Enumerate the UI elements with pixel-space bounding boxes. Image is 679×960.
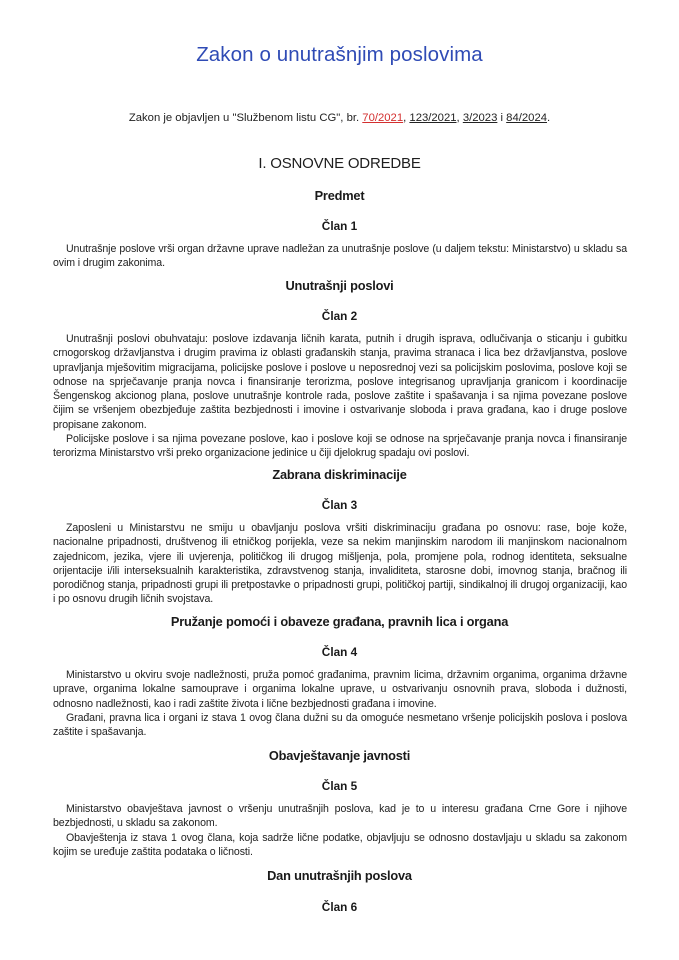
gazette-link-70-2021[interactable]: 70/2021	[362, 112, 404, 124]
paragraph: Ministarstvo obavještava javnost o vršenju unutrašnjih poslova, kad je to u interesu građana Crne Gore i njihove bezbjednosti, u skladu sa zakonom.	[53, 803, 627, 830]
article-heading: Član 5	[321, 779, 358, 793]
gazette-link-3-2023[interactable]: 3/2023	[462, 112, 498, 124]
paragraph: Zaposleni u Ministarstvu ne smiju u obavljanju poslova vršiti diskriminaciju građana po osnovu: rase, boje kože, nacionalne pripadnosti, društvenog ili etničkog porijekla, veze sa nekim manjinskim narodom ili manjinskom nacionalnom zajednicom, jezika, vjere ili uvjerenja, političkog ili drugog mišljenja, pola, promjene pola, rodnog identiteta, seksualne orijentacije i/ili interseksualnih karakteristika, zdravstvenog stanja, invaliditeta, starosne dobi, imovnog stanja, bračnog ili porodičnog stanja, pripadnosti grupi ili pretpostavke o pripadnosti grupi, političkoj partiji, sindikalnoj ili drugoj organizaciji, kao i po osnovu drugih ličnih svojstava.	[53, 522, 627, 606]
section-heading: Obavještavanje javnosti	[268, 748, 411, 763]
gazette-link-123-2021[interactable]: 123/2021	[409, 112, 457, 124]
article-heading: Član 3	[321, 498, 358, 512]
paragraph: Obavještenja iz stava 1 ovog člana, koja sadrže lične podatke, objavljuju se odnosno dostavljaju u skladu sa zakonom kojim se uređuje zaštita podataka o ličnosti.	[53, 832, 627, 859]
paragraph: Unutrašnji poslovi obuhvataju: poslove izdavanja ličnih karata, putnih i drugih isprava, odlučivanja o sticanju i gubitku crnogorskog državljanstva i drugim pravima iz oblasti građanskih stanja, pravima stranaca i lica bez državljanstva, poslove upravljanja mješovitim migracijama, policijske poslove i poslove u neposrednoj vezi sa policijskim poslovima, poslove koji se odnose na sprječavanje pranja novca i finansiranje terorizma, poslove integrisanog upravljanja granicom i koordinacije Šengenskog akcionog plana, poslove unutrašnje kontrole rada, poslove zaštite i spašavanja i sa njima povezane poslove čijim se vršenjem obezbjeđuje zaštita bezbjednosti i imovine i ostvarivanje sloboda i prava građana, kao i druge poslove propisane zakonom.	[53, 333, 627, 431]
section-heading: Predmet	[314, 188, 365, 203]
publication-prefix: Zakon je objavljen u "Službenom listu CG", br.	[128, 112, 360, 124]
article-heading: Član 1	[321, 219, 358, 233]
section-heading: Zabrana diskriminacije	[272, 467, 407, 482]
paragraph: Policijske poslove i sa njima povezane poslove, kao i poslove koji se odnose na sprječavanje pranja novca i finansiranje terorizma Ministarstvo vrši preko organizacione jedinice u čiji djelokrug spadaju ovi poslovi.	[53, 433, 627, 460]
document-title: Zakon o unutrašnjim poslovima	[196, 43, 483, 66]
paragraph: Unutrašnje poslove vrši organ državne uprave nadležan za unutrašnje poslove (u daljem tekstu: Ministarstvo) u skladu sa ovim i drugim zakonima.	[53, 243, 627, 270]
paragraph: Građani, pravna lica i organi iz stava 1 ovog člana dužni su da omoguće nesmetano vršenje policijskih poslova i poslova zaštite i spašavanja.	[53, 712, 627, 739]
article-heading: Član 6	[321, 900, 358, 914]
article-heading: Član 2	[321, 309, 358, 323]
section-heading: Dan unutrašnjih poslova	[267, 868, 412, 883]
section-heading: Pružanje pomoći i obaveze građana, pravnih lica i organa	[170, 614, 509, 629]
publication-note: Zakon je objavljen u "Službenom listu CG", br. 70/2021, 123/2021, 3/2023 i 84/2024.	[128, 112, 551, 124]
part-heading: I. OSNOVNE ODREDBE	[258, 155, 421, 172]
gazette-link-84-2024[interactable]: 84/2024	[506, 112, 548, 124]
paragraph: Ministarstvo u okviru svoje nadležnosti, pruža pomoć građanima, pravnim licima, državnim organima, organima državne uprave, organima lokalne samouprave i organima lokalne uprave, u ostvarivanju osnovnih prava, sloboda i dužnosti, odnosno nadležnosti, kao i radi zaštite života i lične bezbjednosti građana i imovine.	[53, 669, 627, 710]
section-heading: Unutrašnji poslovi	[285, 278, 394, 293]
article-heading: Član 4	[321, 645, 358, 659]
